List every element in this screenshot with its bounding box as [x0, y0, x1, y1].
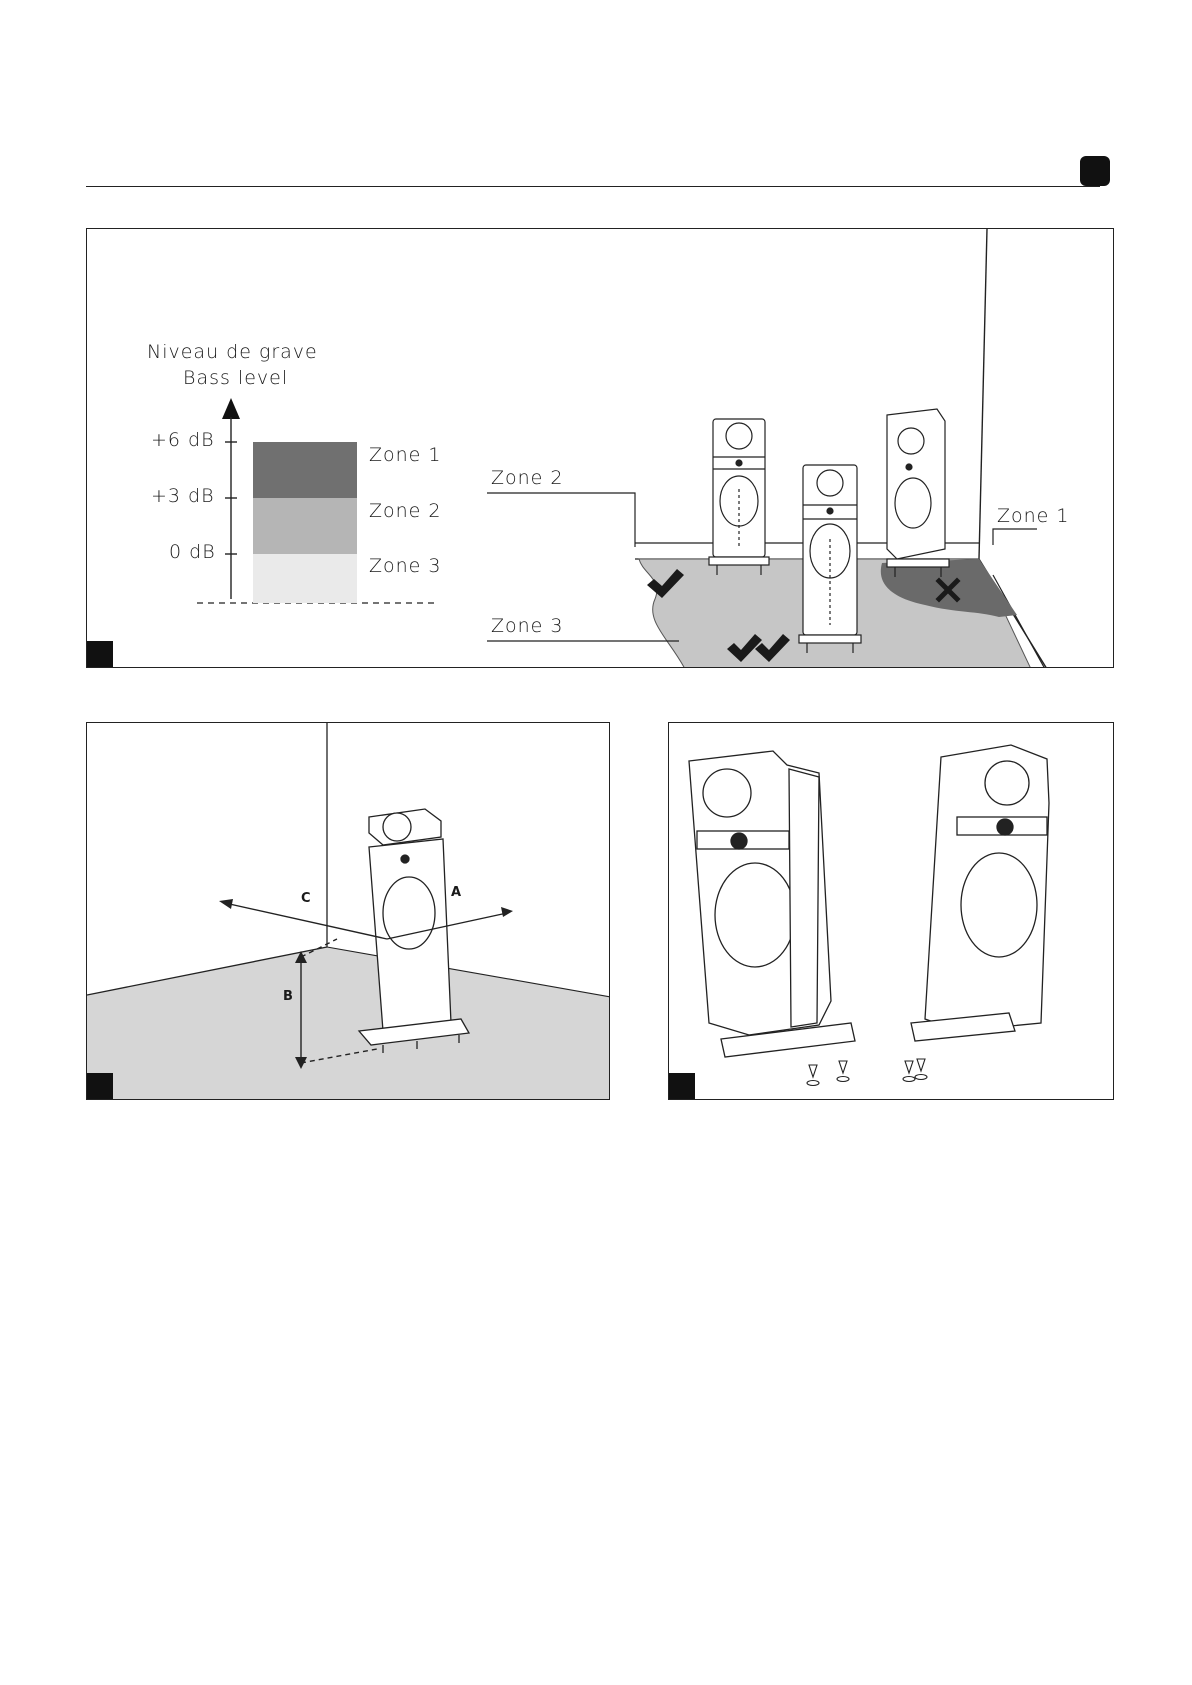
- figure-number-marker: [669, 1073, 695, 1099]
- speaker-center: [799, 465, 861, 653]
- floor: [87, 947, 610, 1100]
- label-c: C: [301, 891, 312, 906]
- level-label-6db: +6 dB: [151, 429, 215, 451]
- spike-icons-left: [807, 1061, 849, 1086]
- speaker-tilted-left: [689, 751, 855, 1057]
- room-illustration: [87, 229, 1114, 668]
- dimension-c: [225, 903, 387, 939]
- room-zone-1-label: Zone 1: [997, 505, 1070, 527]
- zone-label-1: Zone 1: [369, 444, 442, 466]
- speaker-tilted-right: [911, 745, 1049, 1041]
- figure-number-marker: [87, 641, 113, 667]
- speaker-corner: [887, 409, 949, 577]
- placement-illustration: [87, 723, 610, 1100]
- level-label-3db: +3 dB: [151, 485, 215, 507]
- level-label-0db: 0 dB: [169, 541, 216, 563]
- header-rule: [86, 186, 1100, 187]
- axis-title-fr: Niveau de grave: [147, 341, 318, 363]
- figure-placement-distances: [86, 722, 610, 1100]
- figure-bass-zones: [86, 228, 1114, 668]
- room-zone-2-label: Zone 2: [491, 467, 564, 489]
- language-tab: [1080, 156, 1110, 186]
- zone-label-3: Zone 3: [369, 555, 442, 577]
- speaker-left: [709, 419, 769, 575]
- label-a: A: [451, 885, 463, 900]
- label-b: B: [283, 989, 294, 1004]
- spike-icons-right: [903, 1059, 927, 1082]
- zone-label-2: Zone 2: [369, 500, 442, 522]
- axis-title-en: Bass level: [183, 367, 289, 389]
- spikes-illustration: [669, 723, 1114, 1100]
- figure-spike-installation: [668, 722, 1114, 1100]
- figure-number-marker: [87, 1073, 113, 1099]
- room-zone-3-label: Zone 3: [491, 615, 564, 637]
